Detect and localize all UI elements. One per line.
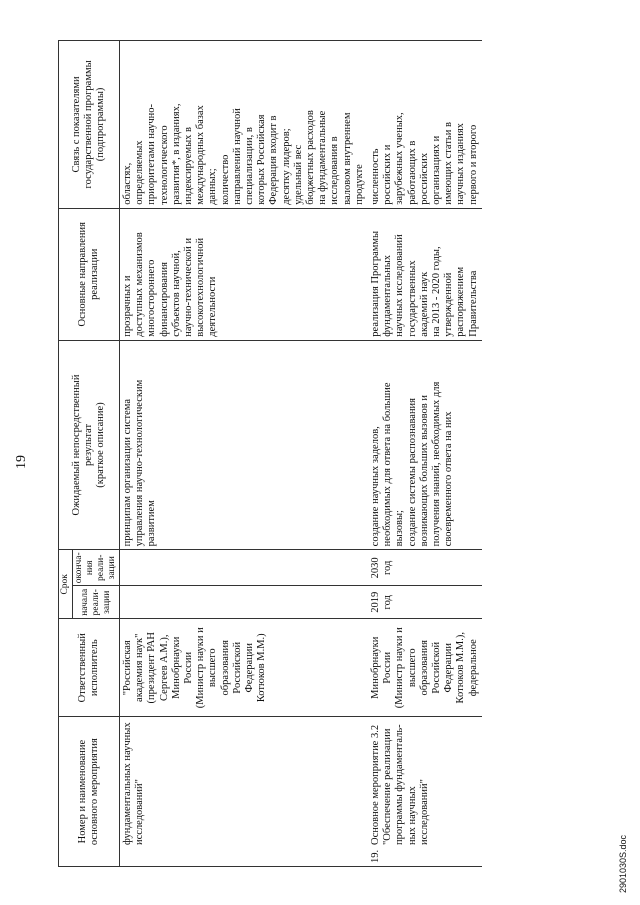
directions-line: фундаментальных (382, 254, 394, 337)
measure-name-line: ных научных (406, 786, 418, 845)
executor-line: академия наук" (134, 633, 146, 702)
executor-line: высшего (207, 648, 219, 688)
indicators-line: приоритетами научно- (146, 104, 158, 205)
footer-code: 2901030S.doc (618, 834, 628, 893)
cell-end (120, 550, 369, 586)
result-line: вызовы; (394, 510, 406, 547)
indicators-line: которых Российская (256, 114, 268, 205)
measure-name-line: программы фундаменталь- (394, 724, 406, 845)
result-line: развитием (146, 500, 158, 547)
header-term-end-line: ния (85, 560, 95, 576)
directions-line: научных исследований (394, 234, 406, 337)
directions-line: академий наук (418, 271, 430, 337)
directions-line: распоряжением (455, 266, 467, 337)
cell-executor (120, 619, 369, 717)
page-number: 19 (14, 455, 29, 469)
indicators-line: направлений научной (231, 108, 243, 205)
indicators-line: десятку лидеров; (280, 128, 292, 205)
executor-line: образования (418, 640, 430, 696)
executor-line: России (382, 651, 394, 684)
executor-line: образования (219, 640, 231, 696)
end-line: год (382, 560, 394, 575)
header-term-end-line: зации (107, 556, 117, 580)
directions-line: субъектов научной, (170, 250, 182, 337)
cell-result (120, 340, 369, 550)
executor-line: Федерации (244, 642, 256, 693)
header-term-end-line: оконча- (74, 552, 84, 584)
directions-line: на 2013 - 2020 годы, (431, 246, 443, 337)
header-term-end-line: реали- (96, 554, 106, 581)
result-line: получения знаний, необходимых для (431, 381, 443, 547)
indicators-line: продукте (353, 164, 365, 205)
indicators-line: численность (370, 148, 382, 205)
indicators-line: международных базах (195, 105, 207, 205)
directions-line: прозрачных и (122, 275, 133, 337)
indicators-line: развития*, в изданиях, (170, 103, 182, 205)
indicators-line: определяемых (134, 140, 146, 205)
executor-line: (Министр науки и (394, 627, 406, 709)
indicators-line: имеющих статьи в (443, 122, 455, 205)
header-indicators: Связь с показателями государственной программы (подпрограммы) (59, 41, 120, 209)
cell-indicators (120, 41, 369, 209)
measure-name-line: исследований" (418, 779, 430, 845)
indicators-line: областях, (122, 162, 133, 205)
executor-line: (Министр науки и (195, 627, 207, 709)
cell-measure-name (120, 717, 369, 867)
header-term-start-line: реали- (90, 589, 101, 616)
start-line: год (382, 595, 394, 610)
header-measure-name: Номер и наименование основного мероприятия (59, 717, 120, 867)
measure-name-line: "Обеспечение реализации (382, 728, 394, 845)
indicators-line: валовом внутреннем (341, 112, 353, 205)
directions-line: многостороннего (146, 259, 158, 337)
header-term-start-line: начала (79, 588, 90, 616)
measure-name-line: исследований" (134, 779, 146, 845)
cell-directions (120, 208, 369, 340)
header-executor: Ответственный исполнитель (59, 619, 120, 717)
executor-line: федеральное (467, 639, 479, 697)
measures-table (58, 40, 482, 867)
executor-line: Российской (431, 641, 443, 694)
header-term: Срок (59, 550, 73, 619)
executor-line: Минобрнауки (370, 636, 382, 699)
directions-line: высокотехнологичной (195, 237, 207, 337)
indicators-line: исследования в (329, 136, 341, 205)
directions-line: государственных (406, 260, 418, 337)
indicators-line: на фундаментальные (317, 110, 329, 205)
cell-start (120, 586, 369, 619)
cell-executor (368, 619, 482, 717)
indicators-line: зарубежных ученых, (394, 112, 406, 205)
executor-line: Федерации (443, 642, 455, 693)
cell-measure-name (368, 717, 482, 867)
executor-line: России (183, 651, 195, 684)
indicators-line: первого и второго (467, 124, 479, 205)
indicators-line: организациях и (431, 135, 443, 205)
result-line: возникающих больших вызовов и (418, 395, 430, 547)
executor-line: высшего (406, 648, 418, 688)
header-directions: Основные направления реализации (59, 208, 120, 340)
indicators-line: количество (219, 154, 231, 205)
header-term-start (73, 586, 120, 619)
directions-line: утвержденной (443, 272, 455, 337)
indicators-line: технологического (158, 125, 170, 205)
directions-line: Правительства (467, 270, 479, 337)
result-line: управления научно-технологическим (134, 379, 146, 547)
result-line: создание научных заделов, (370, 426, 382, 547)
directions-line: финансирования (158, 262, 170, 337)
executor-line: Котюков М.М.) (256, 633, 268, 703)
executor-line: Минобрнауки (170, 636, 182, 699)
header-term-start-line: зации (101, 590, 112, 614)
header-result-line: Ожидаемый непосредственный (70, 374, 82, 516)
row-number: 19. (370, 849, 382, 863)
cell-directions (368, 208, 482, 340)
indicators-line: удельный вес (292, 144, 304, 205)
directions-line: деятельности (207, 276, 219, 337)
indicators-line: Федерация входит в (268, 115, 280, 205)
cell-end (368, 550, 482, 586)
indicators-line: российских и (382, 144, 394, 205)
directions-line: научно-технической и (183, 237, 195, 337)
table-row (368, 41, 482, 867)
executor-line: "Российская (122, 640, 133, 696)
header-result (59, 340, 120, 550)
end-line: 2030 (370, 557, 382, 579)
indicators-line: бюджетных расходов (305, 110, 317, 205)
indicators-line: данных; (207, 168, 219, 205)
directions-line: реализация Программы (370, 230, 382, 337)
measure-name-line: Основное мероприятие 3.2 (370, 724, 382, 845)
indicators-line: российских (418, 152, 430, 205)
result-line: принципам организации система (122, 398, 133, 547)
executor-line: (президент РАН (146, 632, 158, 704)
executor-line: Российской (231, 641, 243, 694)
result-line: создание системы распознавания (406, 397, 418, 547)
result-line: своевременного ответа на них (443, 411, 455, 547)
table-row (120, 41, 369, 867)
cell-indicators (368, 41, 482, 209)
header-term-end (73, 550, 120, 586)
executor-line: Сергеев А.М.), (158, 634, 170, 701)
directions-line: доступных механизмов (134, 232, 146, 337)
indicators-line: научных изданиях (455, 123, 467, 205)
executor-line: Котюков М.М.), (455, 632, 467, 704)
cell-start (368, 586, 482, 619)
header-result-line: результат (82, 423, 94, 467)
start-line: 2019 (370, 591, 382, 613)
cell-result (368, 340, 482, 550)
indicators-line: специализации, в (244, 127, 256, 205)
indicators-line: индексируемых в (183, 127, 195, 205)
indicators-line: работающих в (406, 140, 418, 205)
measure-name-line: фундаментальных научных (122, 722, 133, 845)
result-line: необходимых для ответа на большие (382, 382, 394, 547)
header-result-line: (краткое описание) (95, 402, 107, 488)
